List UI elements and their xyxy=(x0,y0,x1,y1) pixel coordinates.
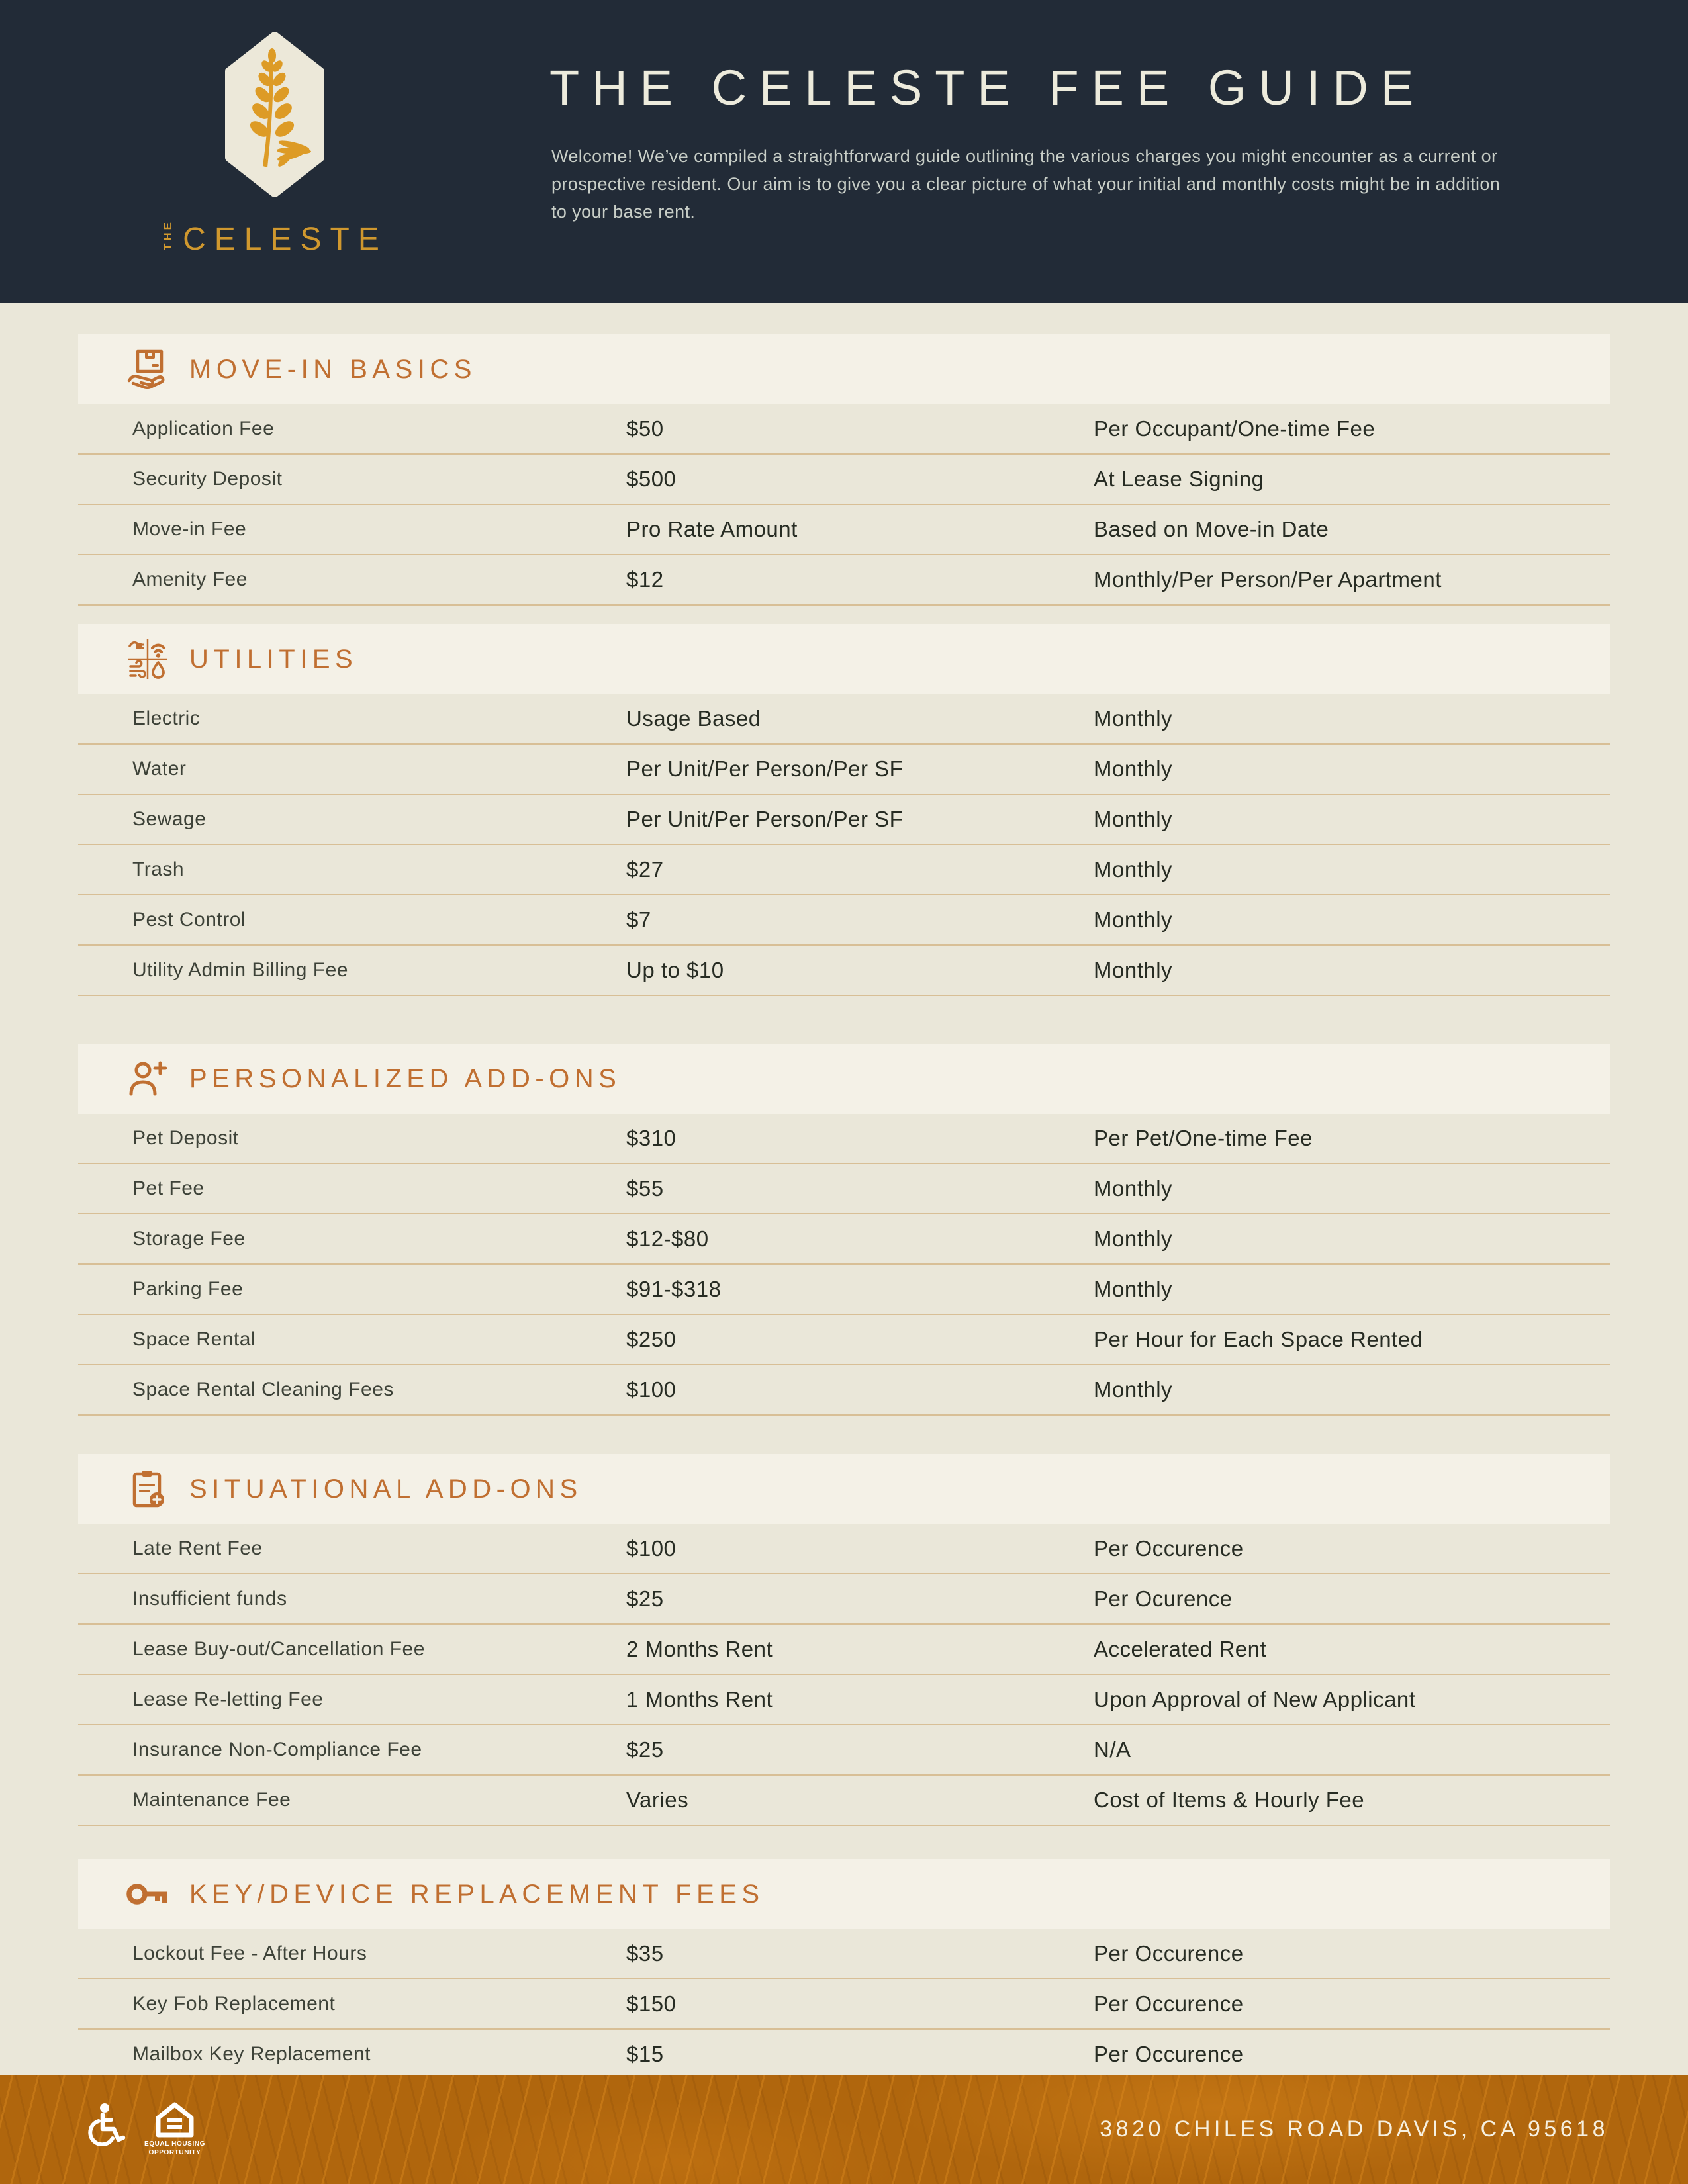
fee-row xyxy=(78,795,1610,845)
brand-name: CELESTE xyxy=(183,222,388,257)
fee-value: 2 Months Rent xyxy=(626,1637,773,1661)
fee-terms: Accelerated Rent xyxy=(1094,1637,1267,1661)
fee-row xyxy=(78,895,1610,946)
page-title: THE CELESTE FEE GUIDE xyxy=(549,60,1427,115)
equal-housing-house-icon xyxy=(156,2102,194,2138)
fee-terms: Based on Move-in Date xyxy=(1094,517,1329,541)
fee-row xyxy=(78,1929,1610,1979)
intro-paragraph: Welcome! We’ve compiled a straightforward guide outlining the various charges you might encounter as a current or prospective resident. Our aim is to give you a clear picture of what your initial and monthly costs might be in addition to your base rent. xyxy=(551,146,1501,222)
fee-terms: At Lease Signing xyxy=(1094,467,1264,491)
fee-row xyxy=(78,845,1610,895)
fee-section xyxy=(78,1859,1610,2080)
fee-terms: Monthly xyxy=(1094,857,1173,882)
fee-label: Lease Buy-out/Cancellation Fee xyxy=(132,1638,425,1660)
fee-value: $150 xyxy=(626,1991,677,2016)
fee-sections xyxy=(0,334,1688,2080)
fee-label: Security Deposit xyxy=(132,468,283,490)
fee-terms: Monthly xyxy=(1094,1176,1173,1201)
fee-row xyxy=(78,1574,1610,1625)
section-title: UTILITIES xyxy=(189,644,358,674)
page-footer xyxy=(0,2075,1688,2184)
fee-row xyxy=(78,694,1610,745)
fee-label: Maintenance Fee xyxy=(132,1789,291,1811)
box-in-hand-icon xyxy=(126,347,169,391)
fee-row xyxy=(78,1776,1610,1826)
fee-row xyxy=(78,555,1610,606)
fee-value: $25 xyxy=(626,1737,664,1762)
fee-value: Per Unit/Per Person/Per SF xyxy=(626,756,904,781)
fee-value: Usage Based xyxy=(626,706,761,731)
fee-row xyxy=(78,1524,1610,1574)
fee-terms: Per Occurence xyxy=(1094,1536,1244,1561)
fee-section xyxy=(78,1044,1610,1416)
fee-row xyxy=(78,1114,1610,1164)
fee-value: $55 xyxy=(626,1176,664,1201)
fee-row xyxy=(78,1625,1610,1675)
fee-label: Move-in Fee xyxy=(132,518,247,540)
fee-label: Pet Deposit xyxy=(132,1127,239,1149)
section-rows xyxy=(78,1929,1610,2080)
fee-value: $100 xyxy=(626,1377,677,1402)
fee-value: $50 xyxy=(626,416,664,441)
fee-terms: Per Occurence xyxy=(1094,2042,1244,2066)
fee-row xyxy=(78,2030,1610,2080)
fee-label: Space Rental xyxy=(132,1328,256,1350)
fee-label: Lease Re-letting Fee xyxy=(132,1688,324,1710)
fee-label: Insufficient funds xyxy=(132,1588,287,1610)
section-header-band xyxy=(78,334,1610,404)
fee-terms: Per Hour for Each Space Rented xyxy=(1094,1327,1423,1351)
fee-terms: Monthly xyxy=(1094,958,1173,982)
section-rows xyxy=(78,1524,1610,1826)
fee-label: Space Rental Cleaning Fees xyxy=(132,1379,394,1400)
fee-label: Mailbox Key Replacement xyxy=(132,2043,371,2065)
fee-row xyxy=(78,1214,1610,1265)
fee-value: $12-$80 xyxy=(626,1226,709,1251)
fee-row xyxy=(78,505,1610,555)
fee-value: Per Unit/Per Person/Per SF xyxy=(626,807,904,831)
utilities-icon xyxy=(126,637,169,681)
fee-label: Application Fee xyxy=(132,418,275,439)
fee-label: Trash xyxy=(132,858,185,880)
fee-label: Late Rent Fee xyxy=(132,1537,263,1559)
fee-value: $7 xyxy=(626,907,651,932)
fee-value: $25 xyxy=(626,1586,664,1611)
fee-label: Pest Control xyxy=(132,909,246,931)
brand-logo xyxy=(0,0,549,303)
brand-wordmark xyxy=(162,220,388,255)
fee-label: Amenity Fee xyxy=(132,569,248,590)
header-text-block xyxy=(549,0,1515,303)
fee-terms: Monthly xyxy=(1094,907,1173,932)
fee-terms: Per Ocurence xyxy=(1094,1586,1233,1611)
fee-terms: Cost of Items & Hourly Fee xyxy=(1094,1788,1365,1812)
fee-terms: Monthly xyxy=(1094,807,1173,831)
fee-value: $250 xyxy=(626,1327,677,1351)
section-header-band xyxy=(78,1044,1610,1114)
fee-terms: Monthly xyxy=(1094,1377,1173,1402)
wheelchair-accessibility-icon xyxy=(85,2102,127,2146)
fee-label: Sewage xyxy=(132,808,207,830)
fee-terms: Per Occurence xyxy=(1094,1941,1244,1966)
fee-label: Water xyxy=(132,758,187,780)
section-title: PERSONALIZED ADD-ONS xyxy=(189,1064,622,1093)
fee-row xyxy=(78,404,1610,455)
fee-value: Varies xyxy=(626,1788,689,1812)
fee-section xyxy=(78,1454,1610,1826)
fee-row xyxy=(78,1265,1610,1315)
page-header xyxy=(0,0,1688,303)
key-icon xyxy=(126,1872,169,1916)
fee-terms: Monthly xyxy=(1094,1277,1173,1301)
fee-value: $27 xyxy=(626,857,664,882)
fee-terms: N/A xyxy=(1094,1737,1131,1762)
footer-address: 3820 CHILES ROAD DAVIS, CA 95618 xyxy=(1100,2116,1609,2142)
fee-row xyxy=(78,745,1610,795)
section-title: SITUATIONAL ADD-ONS xyxy=(189,1474,583,1504)
section-rows xyxy=(78,404,1610,606)
fee-value: $35 xyxy=(626,1941,664,1966)
brand-the: THE xyxy=(162,220,175,250)
fee-terms: Monthly/Per Person/Per Apartment xyxy=(1094,567,1442,592)
fee-value: Pro Rate Amount xyxy=(626,517,798,541)
equal-housing-caption: EQUAL HOUSING OPPORTUNITY xyxy=(144,2140,206,2156)
fee-terms: Per Occupant/One-time Fee xyxy=(1094,416,1376,441)
fee-row xyxy=(78,1164,1610,1214)
fee-label: Parking Fee xyxy=(132,1278,244,1300)
fee-row xyxy=(78,1365,1610,1416)
fee-value: $12 xyxy=(626,567,664,592)
footer-icons xyxy=(85,2102,207,2157)
fee-section xyxy=(78,334,1610,606)
fee-label: Storage Fee xyxy=(132,1228,246,1250)
lupine-wheat-icon xyxy=(225,32,324,197)
section-header-band xyxy=(78,1454,1610,1524)
fee-label: Insurance Non-Compliance Fee xyxy=(132,1739,422,1760)
fee-value: 1 Months Rent xyxy=(626,1687,773,1711)
section-title: MOVE-IN BASICS xyxy=(189,354,477,384)
fee-label: Electric xyxy=(132,707,201,729)
section-title: KEY/DEVICE REPLACEMENT FEES xyxy=(189,1879,765,1909)
fee-value: $310 xyxy=(626,1126,677,1150)
fee-row xyxy=(78,455,1610,505)
fee-row xyxy=(78,946,1610,996)
fee-label: Utility Admin Billing Fee xyxy=(132,959,348,981)
fee-row xyxy=(78,1725,1610,1776)
section-rows xyxy=(78,1114,1610,1416)
fee-terms: Per Occurence xyxy=(1094,1991,1244,2016)
fee-row xyxy=(78,1675,1610,1725)
fee-value: Up to $10 xyxy=(626,958,724,982)
equal-housing-opportunity-icon xyxy=(143,2102,207,2157)
fee-value: $15 xyxy=(626,2042,664,2066)
section-header-band xyxy=(78,1859,1610,1929)
fee-label: Lockout Fee - After Hours xyxy=(132,1942,367,1964)
fee-terms: Monthly xyxy=(1094,706,1173,731)
fee-value: $91-$318 xyxy=(626,1277,722,1301)
fee-value: $100 xyxy=(626,1536,677,1561)
section-header-band xyxy=(78,624,1610,694)
fee-section xyxy=(78,624,1610,996)
fee-terms: Per Pet/One-time Fee xyxy=(1094,1126,1313,1150)
section-rows xyxy=(78,694,1610,996)
person-plus-icon xyxy=(126,1057,169,1101)
fee-value: $500 xyxy=(626,467,677,491)
clipboard-plus-icon xyxy=(126,1467,169,1511)
fee-row xyxy=(78,1979,1610,2030)
fee-row xyxy=(78,1315,1610,1365)
fee-label: Pet Fee xyxy=(132,1177,205,1199)
fee-terms: Monthly xyxy=(1094,1226,1173,1251)
fee-label: Key Fob Replacement xyxy=(132,1993,336,2015)
fee-terms: Upon Approval of New Applicant xyxy=(1094,1687,1416,1711)
fee-terms: Monthly xyxy=(1094,756,1173,781)
